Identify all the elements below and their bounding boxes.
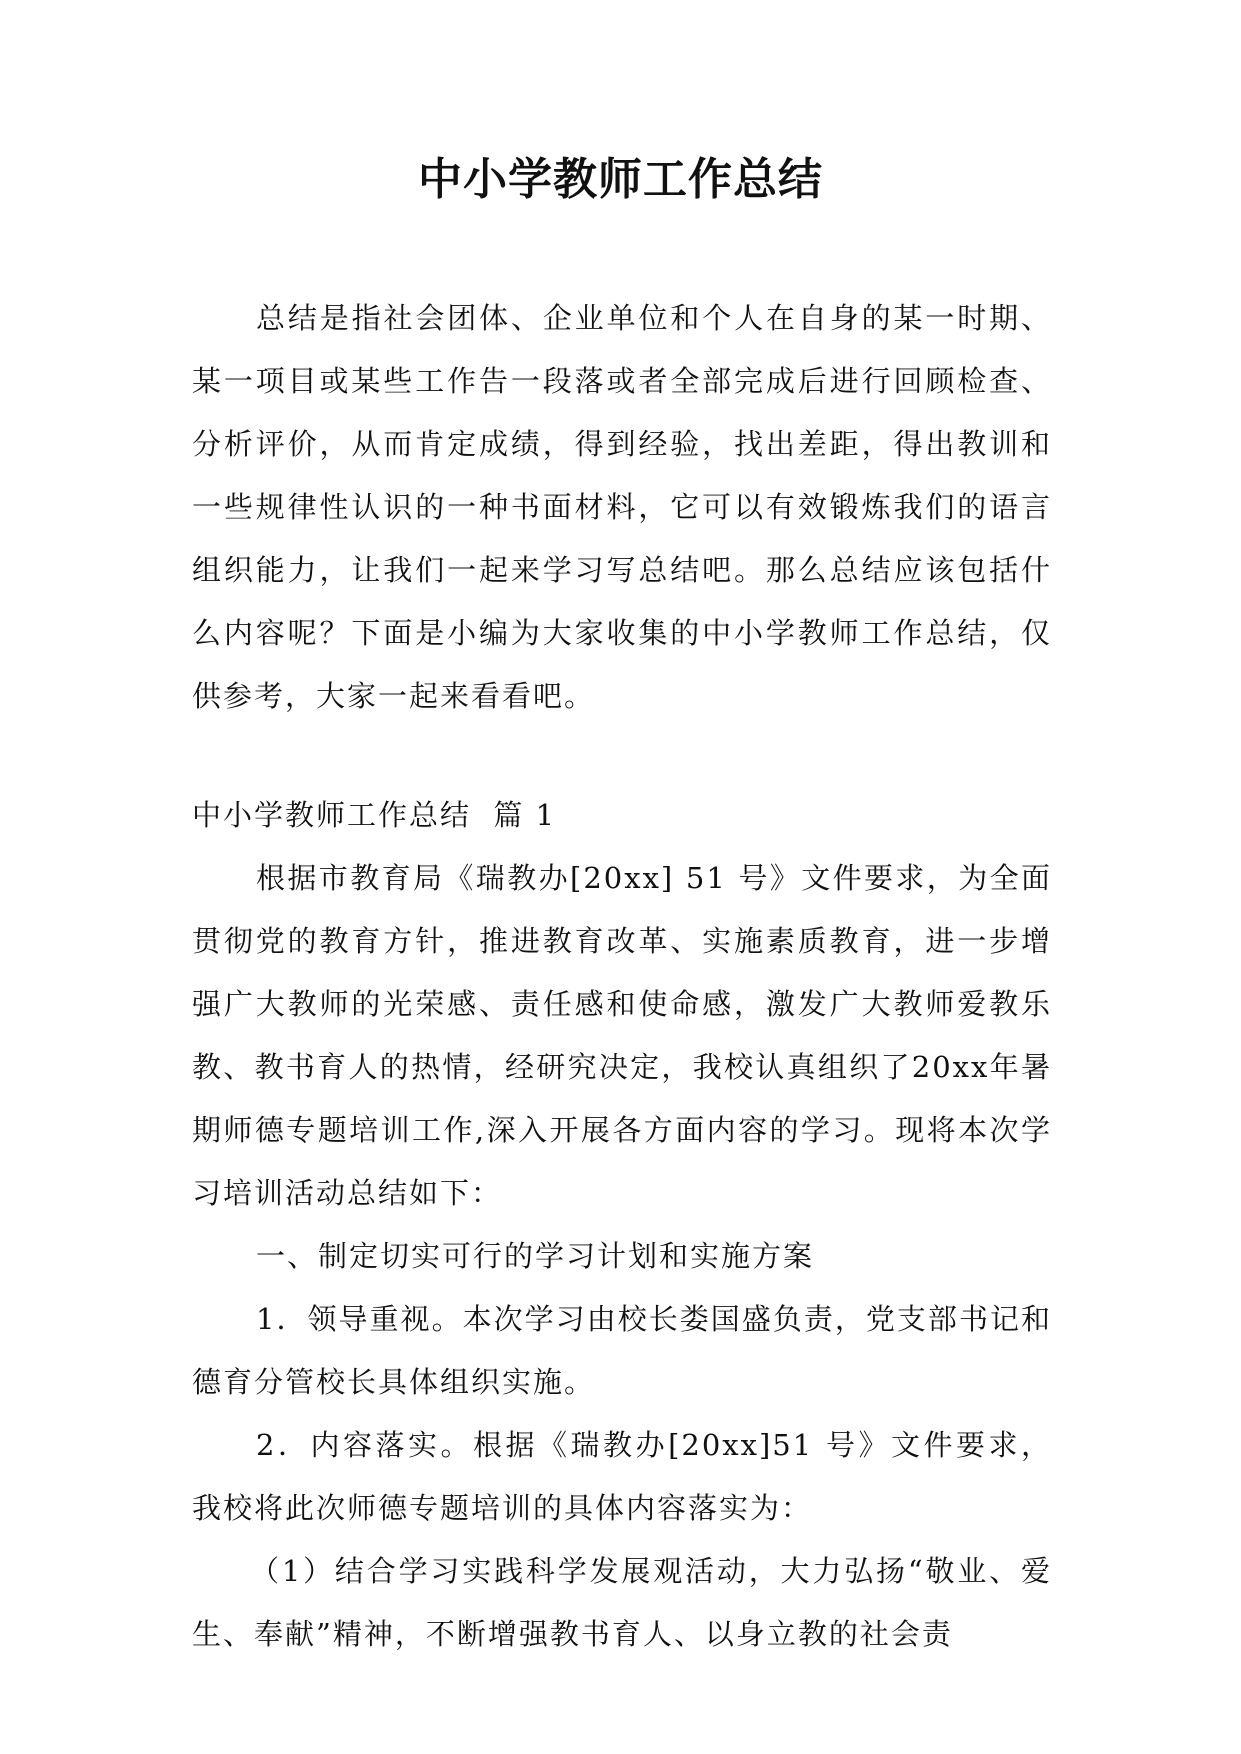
document-title: 中小学教师工作总结 (418, 154, 823, 205)
body-paragraph: 2．内容落实。根据《瑞教办[20xx]51 号》文件要求，我校将此次师德专题培训的具体内容落实为： (192, 1428, 1052, 1525)
body-paragraph: 1．领导重视。本次学习由校长娄国盛负责，党支部书记和德育分管校长具体组织实施。 (192, 1302, 1052, 1399)
paragraph-gap (192, 728, 1052, 784)
subheading: 一、制定切实可行的学习计划和实施方案 (256, 1239, 815, 1273)
document-body (192, 287, 1052, 1666)
intro-paragraph: 总结是指社会团体、企业单位和个人在自身的某一时期、某一项目或某些工作告一段落或者全部完成后进行回顾检查、分析评价，从而肯定成绩，得到经验，找出差距，得出教训和一些规律性认识的一种书面材料，它可以有效锻炼我们的语言组织能力，让我们一起来学习写总结吧。那么总结应该包括什么内容呢？下面是小编为大家收集的中小学教师工作总结，仅供参考，大家一起来看看吧。 (192, 301, 1052, 713)
body-paragraph: 根据市教育局《瑞教办[20xx] 51 号》文件要求，为全面贯彻党的教育方针，推进教育改革、实施素质教育，进一步增强广大教师的光荣感、责任感和使命感，激发广大教师爱教乐教、教书育人的热情，经研究决定，我校认真组织了20xx年暑期师德专题培训工作,深入开展各方面内容的学习。现将本次学习培训活动总结如下： (192, 861, 1052, 1210)
section-heading: 中小学教师工作总结 篇 1 (192, 798, 557, 832)
body-paragraph: （1）结合学习实践科学发展观活动，大力弘扬“敬业、爱生、奉献”精神，不断增强教书育人、以身立教的社会责 (192, 1554, 1052, 1651)
